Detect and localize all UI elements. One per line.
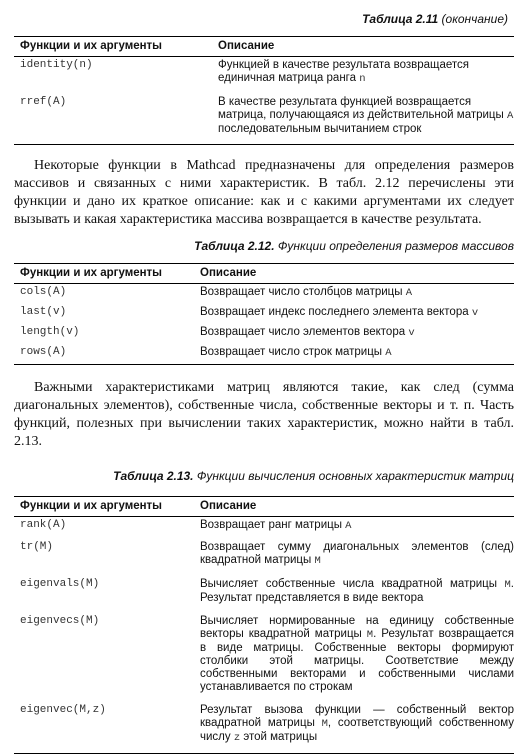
description-text: этой матрицы: [240, 731, 318, 743]
description-cell: [194, 304, 514, 324]
caption-text: Функции вычисления основных характеристик матриц: [196, 469, 514, 483]
table-2-12-caption: [14, 239, 514, 254]
description-text: Функцией в качестве результата возвращается единичная матрица ранга: [218, 59, 470, 84]
column-header-functions: Функции и их аргументы: [14, 37, 212, 57]
function-cell: identity(n): [20, 59, 93, 71]
table-row: [14, 94, 514, 145]
table-header-row: [14, 37, 514, 57]
argument: M: [504, 579, 511, 591]
table-2-13: [14, 496, 514, 754]
function-cell: eigenvec(M,z): [14, 702, 194, 754]
argument: v: [408, 327, 415, 339]
description-cell: [194, 324, 514, 344]
function-cell: rank(A): [20, 519, 67, 531]
description-text: Возвращает число столбцов матрицы: [200, 286, 406, 298]
argument: M: [321, 718, 328, 730]
table-row: [14, 344, 514, 365]
table-row: [14, 57, 514, 95]
function-cell: cols(A): [20, 286, 67, 298]
table-row: [14, 702, 514, 754]
description-cell: [194, 344, 514, 365]
description-cell: [194, 539, 514, 576]
column-header-description: Описание: [194, 497, 514, 517]
description-cell: [212, 57, 514, 95]
argument: z: [233, 732, 241, 744]
table-row: [14, 324, 514, 344]
description-cell: [212, 94, 514, 145]
argument: v: [471, 307, 479, 319]
description-cell: [194, 576, 514, 613]
argument: M: [314, 555, 321, 567]
caption-text: Функции определения размеров массивов: [277, 239, 514, 253]
description-text: В качестве результата функцией возвращается матрица, получающаяся из действительной матрицы: [218, 96, 507, 121]
page: [14, 0, 514, 754]
table-2-13-caption: [14, 469, 514, 484]
description-text: . Результат возвращается в виде матрицы. Собственные векторы формируют столбики этой матрицы. Соответствие между собственными векторами и собственными числами устанавливается по строкам: [200, 628, 514, 693]
table-2-12: [14, 263, 514, 365]
table-row: [14, 613, 514, 702]
description-cell: [194, 613, 514, 702]
argument: n: [359, 73, 366, 85]
description-cell: [194, 284, 514, 305]
description-text: Возвращает сумму диагональных элементов (след) квадратной матрицы: [200, 541, 514, 566]
description-cell: [194, 517, 514, 540]
table-row: [14, 517, 514, 540]
description-text: Вычисляет собственные числа квадратной матрицы: [200, 578, 505, 590]
table-header-row: [14, 264, 514, 284]
description-text: Возвращает ранг матрицы: [200, 519, 346, 531]
function-cell: rows(A): [14, 344, 194, 365]
argument: A: [345, 520, 352, 532]
argument: A: [405, 287, 413, 299]
function-cell: tr(M): [20, 541, 54, 553]
description-cell: [194, 702, 514, 754]
description-text: Возвращает индекс последнего элемента вектора: [200, 306, 472, 318]
column-header-description: Описание: [212, 37, 514, 57]
function-cell: eigenvecs(M): [20, 615, 100, 627]
function-cell: eigenvals(M): [20, 578, 100, 590]
table-2-11-caption: [14, 12, 508, 27]
description-text: . Результат представляется в виде вектора: [200, 578, 514, 604]
function-cell: rref(A): [14, 94, 212, 145]
table-row: [14, 304, 514, 324]
table-2-11: [14, 36, 514, 145]
description-text: Вычисляет нормированные на единицу собственные векторы квадратной матрицы: [200, 615, 514, 640]
table-row: [14, 539, 514, 576]
description-text: последовательным вычитанием строк: [218, 123, 422, 135]
table-row: [14, 284, 514, 305]
function-cell: length(v): [20, 326, 80, 338]
table-header-row: [14, 497, 514, 517]
argument: A: [385, 347, 392, 359]
description-text: , соответствующий собственному числу: [200, 717, 514, 743]
caption-number: Таблица 2.12.: [194, 239, 275, 253]
column-header-description: Описание: [194, 264, 514, 284]
paragraph: Некоторые функции в Mathcad предназначены для определения размеров массивов и связанных с ними характеристик. В табл. 2.12 перечислены эти функции и дано их краткое описание: как и с какими аргументами их следует вызывать и какая характеристика массива возвращается в качестве результата.: [14, 158, 514, 227]
caption-number: Таблица 2.13.: [113, 469, 194, 483]
description-text: Результат вызова функции — собственный вектор квадратной матрицы: [200, 704, 514, 729]
description-text: Возвращает число строк матрицы: [200, 346, 386, 358]
caption-number: Таблица 2.11: [362, 12, 439, 26]
function-cell: last(v): [20, 306, 67, 318]
table-row: [14, 576, 514, 613]
column-header-functions: Функции и их аргументы: [14, 497, 194, 517]
column-header-functions: Функции и их аргументы: [14, 264, 194, 284]
argument: M: [366, 629, 374, 641]
description-text: Возвращает число элементов вектора: [200, 326, 409, 338]
caption-text: (окончание): [441, 12, 508, 26]
paragraph: Важными характеристиками матриц являются такие, как след (сумма диагональных элементов), собственные числа, собственные векторы и т. п. Часть функций, полезных при вычислении таких характеристик, можно найти в табл. 2.13.: [14, 380, 514, 449]
argument: A: [506, 110, 514, 122]
